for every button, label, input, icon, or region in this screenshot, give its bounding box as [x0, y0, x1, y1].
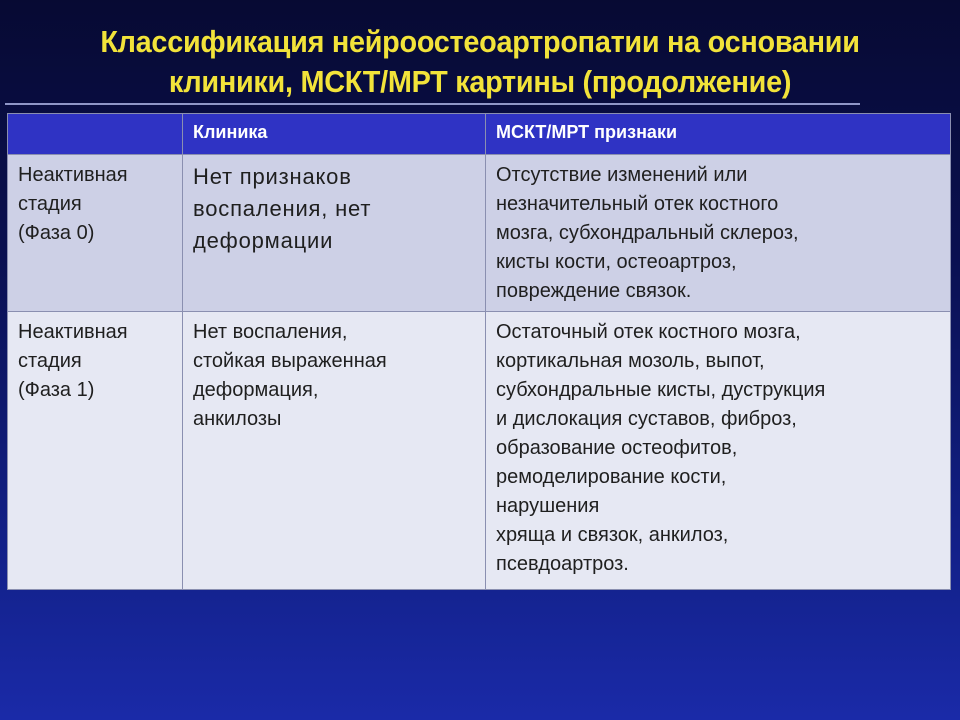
table-header-row [8, 114, 951, 155]
header-cell-clinic: Клиника [183, 114, 486, 155]
header-cell-imaging: МСКТ/МРТ признаки [486, 114, 951, 155]
classification-table [7, 113, 951, 590]
table-row [8, 312, 951, 590]
stage-cell: Неактивная стадия (Фаза 1) [8, 312, 183, 590]
table-row [8, 155, 951, 312]
slide-title-line-1: Классификация нейроостеоартропатии на основании [100, 24, 860, 59]
clinic-cell: Нет признаков воспаления, нет деформации [183, 155, 486, 312]
imaging-cell: Остаточный отек костного мозга, кортикальная мозоль, выпот, субхондральные кисты, дуструкция и дислокация суставов, фиброз, образование остеофитов, ремоделирование кости, нарушения хряща и связок, анкилоз, псевдоартроз. [486, 312, 951, 590]
slide-title [34, 22, 927, 102]
imaging-cell: Отсутствие изменений или незначительный отек костного мозга, субхондральный склероз, кисты кости, остеоартроз, повреждение связок. [486, 155, 951, 312]
header-cell-stage [8, 114, 183, 155]
title-divider [5, 103, 860, 105]
stage-cell: Неактивная стадия (Фаза 0) [8, 155, 183, 312]
slide-title-line-2: клиники, МСКТ/МРТ картины (продолжение) [168, 64, 792, 99]
clinic-cell: Нет воспаления, стойкая выраженная деформация, анкилозы [183, 312, 486, 590]
